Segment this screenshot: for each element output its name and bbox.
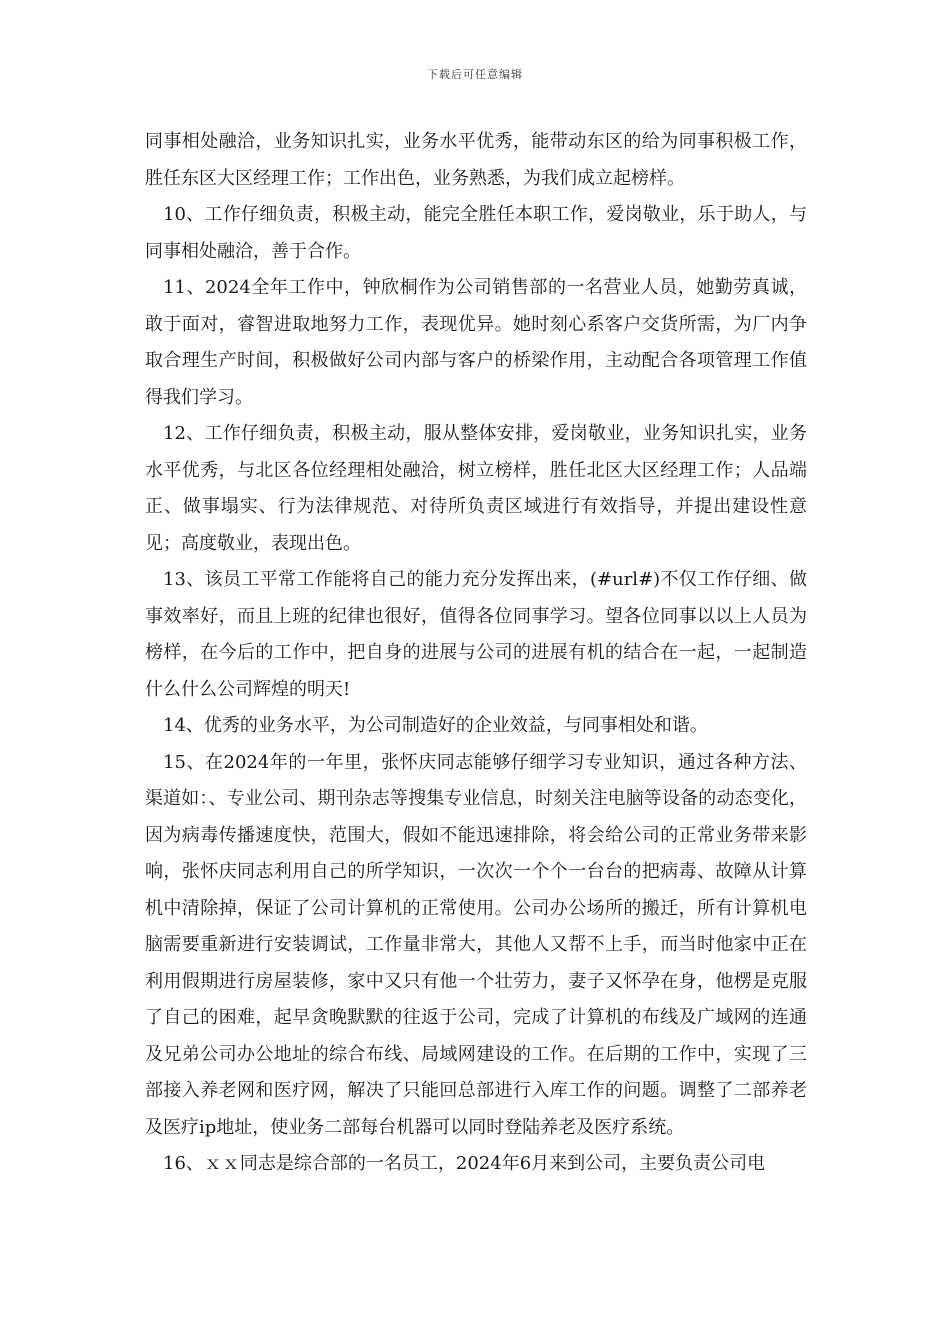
paragraph-12: 12、工作仔细负责，积极主动，服从整体安排，爱岗敬业，业务知识扎实，业务水平优秀，与北区各位经理相处融洽，树立榜样，胜任北区大区经理工作；人品端正、做事塌实、行为法律规范、对待所负责区域进行有效指导，并提出建设性意见；高度敬业，表现出色。 [145,423,807,554]
paragraph-16: 16、ｘｘ同志是综合部的一名员工，2024年6月来到公司，主要负责公司电 [163,1153,766,1174]
paragraph-11: 11、2024全年工作中，钟欣桐作为公司销售部的一名营业人员，她勤劳真诚，敢于面对，睿智进取地努力工作，表现优异。她时刻心系客户交货所需，为厂内争取合理生产时间，积极做好公司内部与客户的桥梁作用，主动配合各项管理工作值得我们学习。 [145,277,807,408]
paragraph-14: 14、优秀的业务水平，为公司制造好的企业效益，与同事相处和谐。 [163,715,708,736]
paragraph-15: 15、在2024年的一年里，张怀庆同志能够仔细学习专业知识，通过各种方法、渠道如：、专业公司、期刊杂志等搜集专业信息，时刻关注电脑等设备的动态变化，因为病毒传播速度快，范围大，假如不能迅速排除，将会给公司的正常业务带来影响，张怀庆同志利用自己的所学知识，一次次一个个一台台的把病毒、故障从计算机中清除掉，保证了公司计算机的正常使用。公司办公场所的搬迁，所有计算机电脑需要重新进行安装调试，工作量非常大，其他人又帮不上手，而当时他家中正在利用假期进行房屋装修，家中又只有他一个壮劳力，妻子又怀孕在身，他楞是克服了自己的困难，起早贪晚默默的往返于公司，完成了计算机的布线及广域网的连通及兄弟公司办公地址的综合布线、局域网建设的工作。在后期的工作中，实现了三部接入养老网和医疗网，解决了只能回总部进行入库工作的问题。调整了二部养老及医疗ip地址，使业务二部每台机器可以同时登陆养老及医疗系统。 [145,751,807,1138]
paragraph-10: 10、工作仔细负责，积极主动，能完全胜任本职工作，爱岗敬业，乐于助人，与同事相处融洽，善于合作。 [145,204,807,262]
paragraph-13: 13、该员工平常工作能将自己的能力充分发挥出来，(#url#)不仅工作仔细、做事效率好，而且上班的纪律也很好，值得各位同事学习。望各位同事以以上人员为榜样，在今后的工作中，把自身的进展与公司的进展有机的结合在一起，一起制造什么什么公司辉煌的明天! [145,569,807,700]
paragraph-continuation: 同事相处融洽，业务知识扎实，业务水平优秀，能带动东区的给为同事积极工作，胜任东区大区经理工作；工作出色，业务熟悉，为我们成立起榜样。 [145,131,807,189]
page-header: 下载后可任意编辑 [427,68,523,81]
document-body [145,124,807,1183]
